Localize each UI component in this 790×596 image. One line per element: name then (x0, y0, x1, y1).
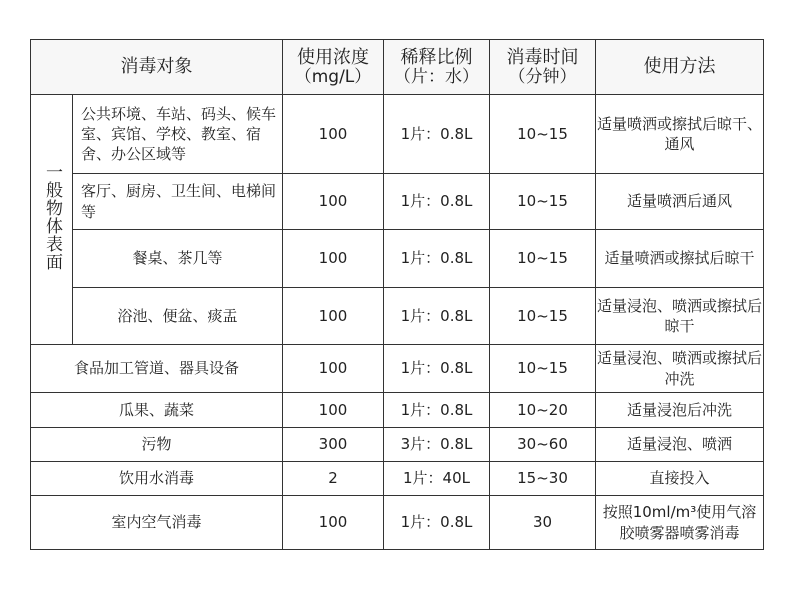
cell-time: 30~60 (490, 428, 596, 462)
cell-time: 10~15 (490, 345, 596, 393)
cell-ratio: 1片：0.8L (384, 345, 490, 393)
cell-object: 浴池、便盆、痰盂 (73, 288, 283, 345)
cell-method: 适量浸泡、喷洒 (596, 428, 764, 462)
cell-time: 30 (490, 496, 596, 550)
header-ratio (384, 40, 490, 95)
cell-time: 10~15 (490, 174, 596, 230)
cell-method: 按照10ml/m³使用气溶胶喷雾器喷雾消毒 (596, 496, 764, 550)
cell-method: 适量浸泡后冲洗 (596, 393, 764, 428)
cell-concentration: 100 (283, 345, 384, 393)
cell-ratio: 3片：0.8L (384, 428, 490, 462)
cell-time: 10~15 (490, 95, 596, 174)
table-row (31, 393, 764, 428)
cell-object: 污物 (31, 428, 283, 462)
table-row (31, 174, 764, 230)
header-concentration-line1: 使用浓度 (297, 46, 369, 68)
cell-object: 瓜果、蔬菜 (31, 393, 283, 428)
cell-object: 客厅、厨房、卫生间、电梯间等 (73, 174, 283, 230)
header-concentration-line2: （mg/L） (294, 66, 372, 87)
cell-object: 食品加工管道、器具设备 (31, 345, 283, 393)
cell-method: 直接投入 (596, 462, 764, 496)
cell-ratio: 1片：40L (384, 462, 490, 496)
cell-time: 10~15 (490, 288, 596, 345)
cell-concentration: 300 (283, 428, 384, 462)
cell-object: 公共环境、车站、码头、候车室、宾馆、学校、教室、宿舍、办公区域等 (73, 95, 283, 174)
header-object: 消毒对象 (31, 40, 283, 95)
cell-ratio: 1片：0.8L (384, 393, 490, 428)
table-row (31, 230, 764, 288)
cell-method: 适量浸泡、喷洒或擦拭后冲洗 (596, 345, 764, 393)
table-row (31, 462, 764, 496)
group-label: 一般物体表面 (41, 162, 62, 271)
header-time-line2: （分钟） (508, 66, 577, 87)
table-row (31, 288, 764, 345)
table-row (31, 345, 764, 393)
cell-concentration: 100 (283, 288, 384, 345)
group-label-cell (31, 95, 73, 345)
header-time (490, 40, 596, 95)
header-concentration (283, 40, 384, 95)
cell-concentration: 100 (283, 230, 384, 288)
cell-time: 10~15 (490, 230, 596, 288)
cell-object: 饮用水消毒 (31, 462, 283, 496)
cell-method: 适量喷洒或擦拭后晾干、通风 (596, 95, 764, 174)
cell-concentration: 100 (283, 393, 384, 428)
cell-ratio: 1片：0.8L (384, 496, 490, 550)
header-ratio-line2: （片：水） (394, 66, 479, 87)
cell-method: 适量浸泡、喷洒或擦拭后晾干 (596, 288, 764, 345)
cell-method: 适量喷洒后通风 (596, 174, 764, 230)
table-row (31, 496, 764, 550)
header-row (31, 40, 764, 95)
header-ratio-line1: 稀释比例 (400, 46, 473, 68)
disinfection-table (30, 39, 764, 550)
cell-time: 15~30 (490, 462, 596, 496)
cell-concentration: 100 (283, 95, 384, 174)
cell-object: 餐桌、茶几等 (73, 230, 283, 288)
cell-ratio: 1片：0.8L (384, 230, 490, 288)
header-method: 使用方法 (596, 40, 764, 95)
cell-concentration: 100 (283, 496, 384, 550)
cell-concentration: 2 (283, 462, 384, 496)
cell-ratio: 1片：0.8L (384, 174, 490, 230)
cell-object: 室内空气消毒 (31, 496, 283, 550)
table-row (31, 95, 764, 174)
cell-method: 适量喷洒或擦拭后晾干 (596, 230, 764, 288)
cell-ratio: 1片：0.8L (384, 288, 490, 345)
cell-time: 10~20 (490, 393, 596, 428)
cell-ratio: 1片：0.8L (384, 95, 490, 174)
cell-concentration: 100 (283, 174, 384, 230)
header-time-line1: 消毒时间 (506, 46, 579, 68)
table-row (31, 428, 764, 462)
